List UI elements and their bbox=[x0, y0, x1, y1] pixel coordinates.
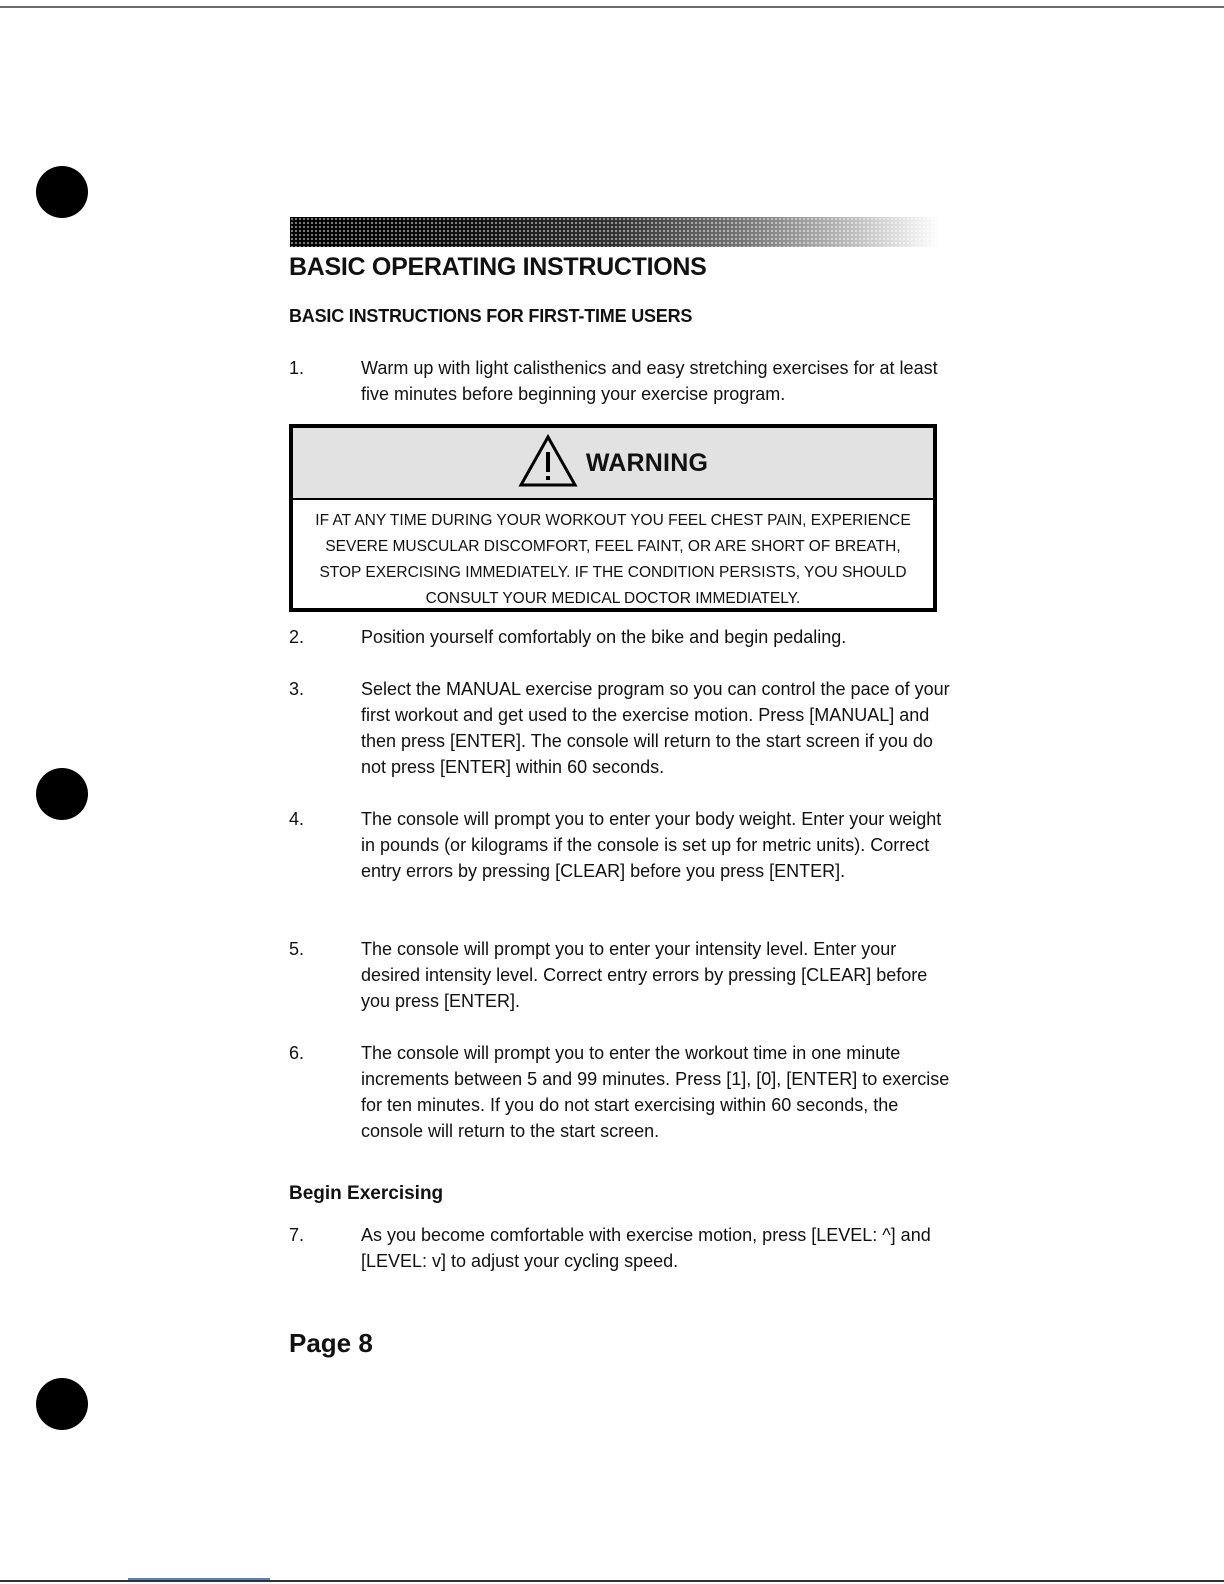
top-border-line bbox=[0, 6, 1224, 8]
binder-hole-middle bbox=[36, 768, 88, 820]
bottom-border-line bbox=[0, 1580, 1224, 1582]
step-number: 1. bbox=[289, 358, 305, 378]
binder-hole-bottom bbox=[36, 1378, 88, 1430]
step-text: The console will prompt you to enter your intensity level. Enter your desired intensity level. Correct entry errors by pressing [CLEAR] before you press [ENTER]. bbox=[361, 939, 928, 1011]
step-number: 7. bbox=[289, 1225, 305, 1245]
header-gradient-bar bbox=[290, 217, 940, 247]
page-title: BASIC OPERATING INSTRUCTIONS bbox=[289, 253, 707, 281]
bottom-accent-line bbox=[128, 1578, 270, 1580]
step-text: The console will prompt you to enter the workout time in one minute increments between 5 and 99 minutes. Press [1], [0], [ENTER] to exercise for ten minutes. If you do not start exercising within 60 seconds, the console will return to the start screen. bbox=[361, 1043, 950, 1141]
section-subtitle: BASIC INSTRUCTIONS FOR FIRST-TIME USERS bbox=[289, 306, 693, 326]
page-number: Page 8 bbox=[289, 1328, 373, 1358]
step-text: Select the MANUAL exercise program so you can control the pace of your first workout and get used to the exercise motion. Press [MANUAL] and then press [ENTER]. The console will return to the start screen if you do not press [ENTER] within 60 seconds. bbox=[361, 679, 950, 777]
warning-header bbox=[293, 428, 933, 500]
step-number: 6. bbox=[289, 1043, 305, 1063]
warning-triangle-icon bbox=[518, 434, 578, 493]
step-number: 5. bbox=[289, 939, 305, 959]
step-text: Warm up with light calisthenics and easy stretching exercises for at least five minutes before beginning your exercise program. bbox=[361, 358, 938, 404]
warning-label: WARNING bbox=[585, 448, 709, 477]
section-heading: Begin Exercising bbox=[289, 1183, 444, 1204]
step-text: As you become comfortable with exercise motion, press [LEVEL: ^] and [LEVEL: v] to adjust your cycling speed. bbox=[361, 1225, 931, 1271]
step-text: The console will prompt you to enter your body weight. Enter your weight in pounds (or kilograms if the console is set up for metric units). Correct entry errors by pressing [CLEAR] before you press [ENTER]. bbox=[361, 809, 942, 881]
binder-hole-top bbox=[36, 166, 88, 218]
warning-box bbox=[289, 424, 937, 612]
step-number: 2. bbox=[289, 627, 305, 647]
step-text: Position yourself comfortably on the bike and begin pedaling. bbox=[361, 627, 847, 647]
step-number: 3. bbox=[289, 679, 305, 699]
warning-text: IF AT ANY TIME DURING YOUR WORKOUT YOU FEEL CHEST PAIN, EXPERIENCE SEVERE MUSCULAR DISCOMFORT, FEEL FAINT, OR ARE SHORT OF BREATH, STOP EXERCISING IMMEDIATELY. IF THE CONDITION PERSISTS, YOU SHOULD CONSULT YOUR MEDICAL DOCTOR IMMEDIATELY. bbox=[315, 512, 911, 607]
step-number: 4. bbox=[289, 809, 305, 829]
